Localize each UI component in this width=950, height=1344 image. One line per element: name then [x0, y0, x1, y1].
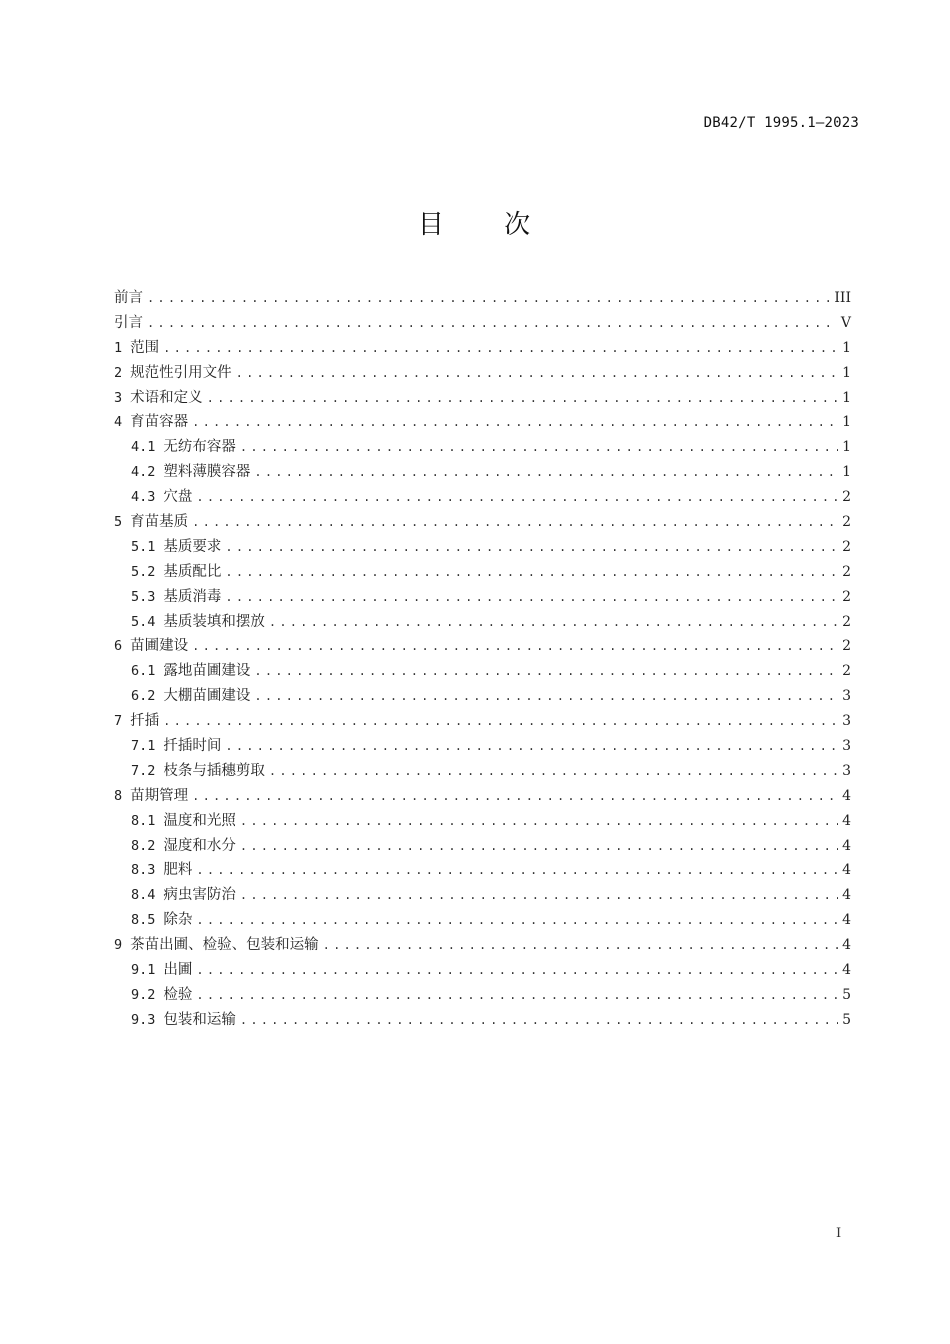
toc-entry-title [114, 784, 188, 809]
toc-entry[interactable] [114, 634, 851, 659]
toc-entry-title [114, 510, 188, 535]
toc-entry-label: 引言 [114, 314, 143, 331]
toc-entry[interactable] [114, 858, 851, 883]
toc-entry[interactable] [114, 560, 851, 585]
toc-entry-label: 苗圃建设 [130, 638, 189, 655]
toc-entry[interactable] [114, 983, 851, 1008]
toc-entry-label: 范围 [130, 339, 160, 356]
toc-entry-number: 3 [114, 389, 123, 406]
toc-entry[interactable] [114, 784, 851, 809]
toc-leader-dots [225, 585, 838, 610]
toc-entry[interactable] [114, 684, 851, 709]
toc-entry-page: 3 [842, 713, 851, 730]
toc-entry[interactable] [114, 908, 851, 933]
toc-entry-number: 5 [114, 514, 123, 531]
toc-leader-dots [207, 386, 838, 411]
toc-leader-dots [225, 560, 838, 585]
toc-entry[interactable] [114, 734, 851, 759]
toc-entry[interactable] [114, 311, 851, 336]
toc-entry-number: 4 [114, 414, 123, 431]
toc-entry-title [131, 610, 265, 635]
toc-entry[interactable] [114, 336, 851, 361]
toc-entry-title [114, 361, 232, 386]
toc-entry-title [131, 858, 192, 883]
toc-leader-dots [225, 535, 838, 560]
toc-entry[interactable] [114, 460, 851, 485]
toc-entry-number: 6.2 [131, 688, 156, 705]
toc-entry-page: 1 [842, 439, 851, 456]
toc-entry-page: 4 [842, 862, 851, 879]
document-code: DB42/T 1995.1—2023 [703, 115, 859, 131]
toc-entry-page: 5 [842, 986, 851, 1003]
toc-entry-label: 出圃 [163, 962, 193, 979]
toc-entry-label: 术语和定义 [130, 389, 203, 406]
toc-entry-label: 基质配比 [163, 563, 222, 580]
toc-entry-title [131, 759, 265, 784]
toc-entry[interactable] [114, 361, 851, 386]
toc-entry-label: 穴盘 [163, 489, 193, 506]
toc-entry-label: 除杂 [163, 912, 193, 929]
toc-entry-label: 育苗基质 [130, 514, 189, 531]
toc-leader-dots [240, 883, 838, 908]
toc-entry-label: 茶苗出圃、检验、包装和运输 [130, 937, 319, 954]
toc-entry-page: 3 [842, 762, 851, 779]
toc-entry-page: 3 [842, 688, 851, 705]
toc-leader-dots [236, 361, 838, 386]
toc-entry-page: V [840, 314, 851, 331]
page-title: 目 次 [417, 210, 557, 240]
toc-entry-number: 8 [114, 787, 123, 804]
toc-entry-number: 5.1 [131, 538, 156, 555]
toc-entry-page: 5 [842, 1011, 851, 1028]
toc-entry-number: 1 [114, 339, 123, 356]
toc-entry-title [131, 659, 250, 684]
toc-entry[interactable] [114, 410, 851, 435]
toc-entry-title [131, 908, 192, 933]
toc-entry-label: 温度和光照 [163, 812, 236, 829]
toc-leader-dots [192, 634, 838, 659]
toc-entry-number: 8.3 [131, 862, 156, 879]
toc-entry-label: 包装和运输 [163, 1011, 236, 1028]
toc-entry-page: 2 [842, 663, 851, 680]
toc-entry-page: 4 [842, 912, 851, 929]
toc-entry[interactable] [114, 809, 851, 834]
toc-entry-page: 3 [842, 738, 851, 755]
toc-entry-number: 5.3 [131, 588, 156, 605]
toc-leader-dots [147, 286, 830, 311]
toc-entry-label: 露地苗圃建设 [163, 663, 251, 680]
toc-entry-label: 湿度和水分 [163, 837, 236, 854]
toc-leader-dots [196, 485, 838, 510]
toc-entry[interactable] [114, 883, 851, 908]
toc-leader-dots [240, 435, 838, 460]
toc-entry-page: 2 [842, 638, 851, 655]
toc-entry[interactable] [114, 1008, 851, 1033]
toc-entry-title [131, 684, 250, 709]
toc-entry-title [131, 983, 192, 1008]
toc-entry-title [114, 709, 159, 734]
toc-entry-title [131, 809, 236, 834]
toc-leader-dots [163, 709, 838, 734]
toc-leader-dots [163, 336, 838, 361]
toc-entry-number: 6 [114, 638, 123, 655]
toc-entry-label: 塑料薄膜容器 [163, 464, 251, 481]
toc-entry-title [131, 585, 221, 610]
toc-entry-title [131, 435, 236, 460]
toc-entry-label: 前言 [114, 290, 143, 306]
toc-entry-label: 苗期管理 [130, 787, 189, 804]
toc-leader-dots [254, 659, 838, 684]
toc-entry-number: 9.1 [131, 962, 156, 979]
toc-entry-page: 1 [842, 464, 851, 481]
toc-entry-label: 扦插 [130, 713, 160, 730]
toc-entry-title [131, 560, 221, 585]
toc-leader-dots [269, 759, 838, 784]
toc-entry-number: 7.1 [131, 738, 156, 755]
toc-entry[interactable] [114, 709, 851, 734]
page-number: I [836, 1226, 842, 1241]
toc-entry-title [131, 535, 221, 560]
toc-entry-label: 检验 [163, 986, 193, 1003]
toc-leader-dots [196, 908, 838, 933]
toc-leader-dots [269, 610, 838, 635]
toc-leader-dots [254, 684, 838, 709]
toc-entry-number: 8.5 [131, 912, 156, 929]
toc-entry-label: 基质要求 [163, 538, 222, 555]
toc-entry-label: 基质消毒 [163, 588, 222, 605]
toc-entry-number: 4.3 [131, 489, 156, 506]
toc-entry-page: 4 [842, 962, 851, 979]
toc-entry-number: 9.3 [131, 1011, 156, 1028]
toc-entry-title [114, 933, 319, 958]
toc-entry-number: 8.4 [131, 887, 156, 904]
toc-entry-page: 4 [842, 887, 851, 904]
toc-entry-page: 2 [842, 588, 851, 605]
toc-entry[interactable] [114, 435, 851, 460]
toc-entry-label: 病虫害防治 [163, 887, 236, 904]
toc-entry-number: 9 [114, 937, 123, 954]
toc-entry-label: 规范性引用文件 [130, 364, 232, 381]
toc-entry-page: 4 [842, 787, 851, 804]
toc-entry-title [131, 734, 221, 759]
toc-entry-number: 4.2 [131, 464, 156, 481]
toc-entry-number: 8.1 [131, 812, 156, 829]
toc-leader-dots [225, 734, 838, 759]
toc-entry-page: 4 [842, 837, 851, 854]
toc-entry[interactable] [114, 510, 851, 535]
toc-entry-label: 肥料 [163, 862, 193, 879]
toc-entry-label: 无纺布容器 [163, 439, 236, 456]
toc-entry-page: 1 [842, 364, 851, 381]
toc-leader-dots [196, 958, 838, 983]
toc-entry-number: 5.4 [131, 613, 156, 630]
toc-entry-title [131, 1008, 236, 1033]
toc-entry[interactable] [114, 834, 851, 859]
toc-entry[interactable] [114, 386, 851, 411]
toc-entry-page: 2 [842, 613, 851, 630]
toc-entry-label: 育苗容器 [130, 414, 189, 431]
toc-entry-title [114, 336, 159, 361]
toc-entry-title [131, 834, 236, 859]
toc-entry-title [131, 460, 250, 485]
toc-entry-title [131, 958, 192, 983]
toc-entry-number: 7 [114, 713, 123, 730]
toc-entry-page: 2 [842, 514, 851, 531]
toc-entry-page: 4 [842, 937, 851, 954]
toc-entry-number: 8.2 [131, 837, 156, 854]
toc-entry-title [131, 485, 192, 510]
toc-leader-dots [147, 311, 837, 336]
toc-entry[interactable] [114, 485, 851, 510]
toc-entry-label: 枝条与插穗剪取 [163, 762, 265, 779]
toc-entry-page: 1 [842, 339, 851, 356]
toc-entry-number: 7.2 [131, 762, 156, 779]
toc-entry-page: 2 [842, 489, 851, 506]
toc-entry-title [114, 386, 203, 411]
toc-entry[interactable] [114, 759, 851, 784]
table-of-contents [114, 286, 851, 1033]
toc-entry-page: 1 [842, 389, 851, 406]
toc-entry[interactable] [114, 610, 851, 635]
toc-leader-dots [192, 784, 838, 809]
toc-entry[interactable] [114, 286, 851, 311]
toc-entry-page: 4 [842, 812, 851, 829]
toc-leader-dots [240, 809, 838, 834]
toc-entry-title [114, 410, 188, 435]
toc-entry[interactable] [114, 659, 851, 684]
toc-entry-title [131, 883, 236, 908]
toc-leader-dots [254, 460, 838, 485]
toc-entry-label: 大棚苗圃建设 [163, 688, 251, 705]
toc-entry-title [114, 634, 188, 659]
toc-entry-title [114, 286, 143, 311]
toc-entry-number: 6.1 [131, 663, 156, 680]
toc-entry-page: 2 [842, 538, 851, 555]
toc-leader-dots [196, 858, 838, 883]
toc-entry-page: 1 [842, 414, 851, 431]
toc-entry[interactable] [114, 933, 851, 958]
toc-entry[interactable] [114, 585, 851, 610]
toc-leader-dots [240, 834, 838, 859]
toc-leader-dots [196, 983, 838, 1008]
toc-entry-number: 5.2 [131, 563, 156, 580]
toc-entry-title [114, 311, 143, 336]
toc-leader-dots [192, 410, 838, 435]
toc-entry-number: 2 [114, 364, 123, 381]
toc-entry-number: 4.1 [131, 439, 156, 456]
toc-leader-dots [192, 510, 838, 535]
toc-leader-dots [323, 933, 838, 958]
toc-entry-number: 9.2 [131, 986, 156, 1003]
toc-entry-label: 扦插时间 [163, 738, 222, 755]
toc-entry[interactable] [114, 958, 851, 983]
toc-entry-page: 2 [842, 563, 851, 580]
toc-entry-label: 基质装填和摆放 [163, 613, 265, 630]
toc-entry-page: III [834, 290, 851, 306]
toc-entry[interactable] [114, 535, 851, 560]
toc-leader-dots [240, 1008, 838, 1033]
